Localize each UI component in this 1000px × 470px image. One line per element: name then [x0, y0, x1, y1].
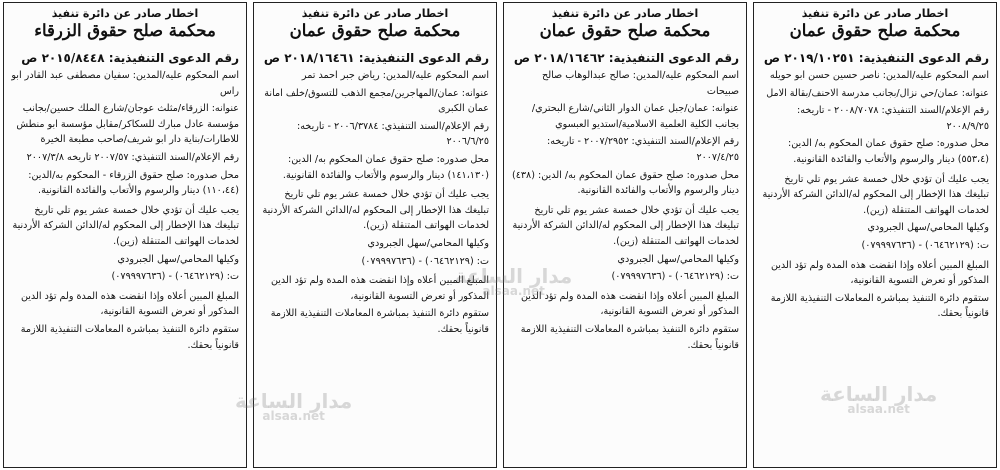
enforcement-closing: ستقوم دائرة التنفيذ بمباشرة المعاملات التنفيذية اللازمة قانونياً بحقك. [270, 308, 489, 335]
enforcement-instrument: رقم الإعلام/السند التنفيذي: ٢٠٠٧/٥٧ تاريخه ٢٠٠٧/٣/٨ [26, 151, 239, 163]
creditor-agent: وكيلها المحامي/سهل الجبرودي [117, 253, 239, 265]
court-name: محكمة صلح حقوق عمان [289, 21, 461, 40]
court-name: محكمة صلح حقوق الزرقاء [34, 21, 216, 40]
case-number: رقم الدعوى التنفيذية: ٢٠١٨/١٦٤٦٢ ص [513, 51, 739, 65]
watermark-url: alsaa.net [262, 409, 325, 423]
enforcement-closing: ستقوم دائرة التنفيذ بمباشرة المعاملات التنفيذية اللازمة قانونياً بحقك. [520, 323, 739, 351]
deadline-warning: المبلغ المبين أعلاه وإذا انقضت هذه المدة ولم تؤد الدين المذكور أو تعرض التسوية القانونية، [20, 290, 239, 318]
payment-demand: يجب عليك أن تؤدي خلال خمسة عشر يوم تلي تاريخ تبليغك هذا الإخطار إلى المحكوم له/الدائن الشركة الأردنية لخدمات الهواتف المتنقلة (زين). [762, 173, 989, 216]
debtor-name: اسم المحكوم عليه/المدين: ناصر حسين حسن ابو حويله [769, 70, 989, 81]
watermark-name: مدار الساعة [820, 382, 938, 406]
payment-demand: يجب عليك أن تؤدي خلال خمسة عشر يوم تلي تاريخ تبليغك هذا الإخطار إلى المحكوم له/الدائن الشركة الأردنية لخدمات الهواتف المتنقلة (زين). [512, 204, 739, 247]
case-number: رقم الدعوى التنفيذية: ٢٠١٩/١٠٢٥١ ص [763, 51, 989, 65]
creditor-agent: وكيلها المحامي/سهل الجبرودي [617, 253, 739, 265]
notice-zarqa-8448 [3, 2, 247, 468]
notice-amman-10251 [753, 2, 997, 468]
judgment-amount: محل صدوره: صلح حقوق عمان المحكوم به/ الدين: (٥٥٣،٤) دينار والرسوم والأتعاب والفائدة القانونية. [788, 138, 989, 165]
watermark-url: alsaa.net [482, 284, 545, 298]
debtor-name: اسم المحكوم عليه/المدين: سفيان مصطفى عبد القادر ابو راس [11, 70, 239, 97]
agent-phones: ت: (٠٦٤٦٢١٢٩) - (٠٧٩٩٩٧٦٣٦) [861, 239, 989, 251]
enforcement-instrument: رقم الإعلام/السند التنفيذي: ٢٠٠٦/٣٧٨٤ - تاريخه: ٢٠٠٦/٦/٢٥ [297, 120, 489, 148]
creditor-agent: وكيلها المحامي/سهل الجبرودي [367, 237, 489, 249]
court-name: محكمة صلح حقوق عمان [539, 21, 711, 40]
agent-phones: ت: (٠٦٤٦٢١٢٩) - (٠٧٩٩٩٧٦٣٦) [111, 271, 239, 283]
debtor-name: اسم المحكوم عليه/المدين: صالح عبدالوهاب صالح صبيحات [542, 70, 739, 97]
notice-kicker: اخطار صادر عن دائرة تنفيذ [51, 7, 199, 20]
agent-phones: ت: (٠٦٤٦٢١٢٩) - (٠٧٩٩٩٧٦٣٦) [611, 271, 739, 283]
debtor-address: عنوانه: عمان/المهاجرين/مجمع الذهب للتسوق/خلف امانة عمان الكبرى [264, 87, 489, 115]
payment-demand: يجب عليك أن تؤدي خلال خمسة عشر يوم تلي تاريخ تبليغك هذا الإخطار إلى المحكوم له/الدائن الشركة الأردنية لخدمات الهواتف المتنقلة (زين). [12, 204, 239, 247]
agent-phones: ت: (٠٦٤٦٢١٢٩) - (٠٧٩٩٩٧٦٣٦) [361, 255, 489, 267]
judgment-amount: محل صدوره: صلح حقوق الزرقاء - المحكوم به/الدين: (١١٠،٤٤) دينار والرسوم والأتعاب والفائدة القانونية. [28, 169, 239, 197]
enforcement-closing: ستقوم دائرة التنفيذ بمباشرة المعاملات التنفيذية اللازمة قانونياً بحقك. [770, 292, 989, 320]
payment-demand: يجب عليك أن تؤدي خلال خمسة عشر يوم تلي تاريخ تبليغك هذا الإخطار إلى المحكوم له/الدائن الشركة الأردنية لخدمات الهواتف المتنقلة (زين). [262, 189, 489, 232]
deadline-warning: المبلغ المبين أعلاه وإذا انقضت هذه المدة ولم تؤد الدين المذكور أو تعرض التسوية القانونية، [520, 290, 739, 318]
enforcement-instrument: رقم الإعلام/السند التنفيذي: ٢٠٠٧/٢٩٥٢ - تاريخه: ٢٠٠٧/٤/٢٥ [547, 136, 739, 163]
case-number: رقم الدعوى التنفيذية: ٢٠١٨/١٦٤٦١ ص [263, 51, 489, 65]
debtor-name: اسم المحكوم عليه/المدين: رياض جبر احمد تمر [301, 70, 489, 81]
notice-amman-16461 [253, 2, 497, 468]
watermark-url: alsaa.net [847, 402, 910, 416]
notice-kicker: اخطار صادر عن دائرة تنفيذ [801, 7, 949, 20]
enforcement-closing: ستقوم دائرة التنفيذ بمباشرة المعاملات التنفيذية اللازمة قانونياً بحقك. [20, 323, 239, 351]
judgment-amount: محل صدوره: صلح حقوق عمان المحكوم به/ الدين: (١٤١،١٣٠) دينار والرسوم والأتعاب والفائدة القانونية. [282, 153, 489, 181]
debtor-address: عنوانه: الزرقاء/مثلث عوجان/شارع الملك حسين/بجانب مؤسسة عادل مبارك للسكاكر/مقابل مؤسسة ابو منطش للاطارات/بناية دار ابو شريف/صاحب مطبعة الخيرة [16, 103, 239, 146]
notice-kicker: اخطار صادر عن دائرة تنفيذ [551, 7, 699, 20]
judgment-amount: محل صدوره: صلح حقوق عمان المحكوم به/ الدين: (٤٣٨) دينار والرسوم والأتعاب والفائدة القانونية. [512, 169, 739, 197]
case-number: رقم الدعوى التنفيذية: ٢٠١٥/٨٤٤٨ ص [21, 51, 239, 65]
watermark-name: مدار الساعة [235, 389, 353, 413]
deadline-warning: المبلغ المبين أعلاه وإذا انقضت هذه المدة ولم تؤد الدين المذكور أو تعرض التسوية القانونية، [270, 275, 489, 302]
enforcement-instrument: رقم الإعلام/السند التنفيذي: ٢٠٠٨/٧٠٧٨ - تاريخه: ٢٠٠٨/٩/٢٥ [797, 105, 989, 132]
creditor-agent: وكيلها المحامي/سهل الجبرودي [867, 222, 989, 234]
debtor-address: عنوانه: عمان/جبل عمان الدوار الثاني/شارع البحتري/بجانب الكلية العلمية الاسلامية/استديو العبسوي [531, 103, 739, 130]
court-name: محكمة صلح حقوق عمان [789, 21, 961, 40]
notice-kicker: اخطار صادر عن دائرة تنفيذ [301, 7, 449, 20]
deadline-warning: المبلغ المبين أعلاه وإذا انقضت هذه المدة ولم تؤد الدين المذكور أو تعرض التسوية القانونية، [770, 259, 989, 287]
watermark-name: مدار الساعة [455, 264, 573, 288]
notice-amman-16462 [503, 2, 747, 468]
debtor-address: عنوانه: عمان/حي نزال/بجانب مدرسة الاحنف/بقالة الامل [766, 87, 989, 99]
